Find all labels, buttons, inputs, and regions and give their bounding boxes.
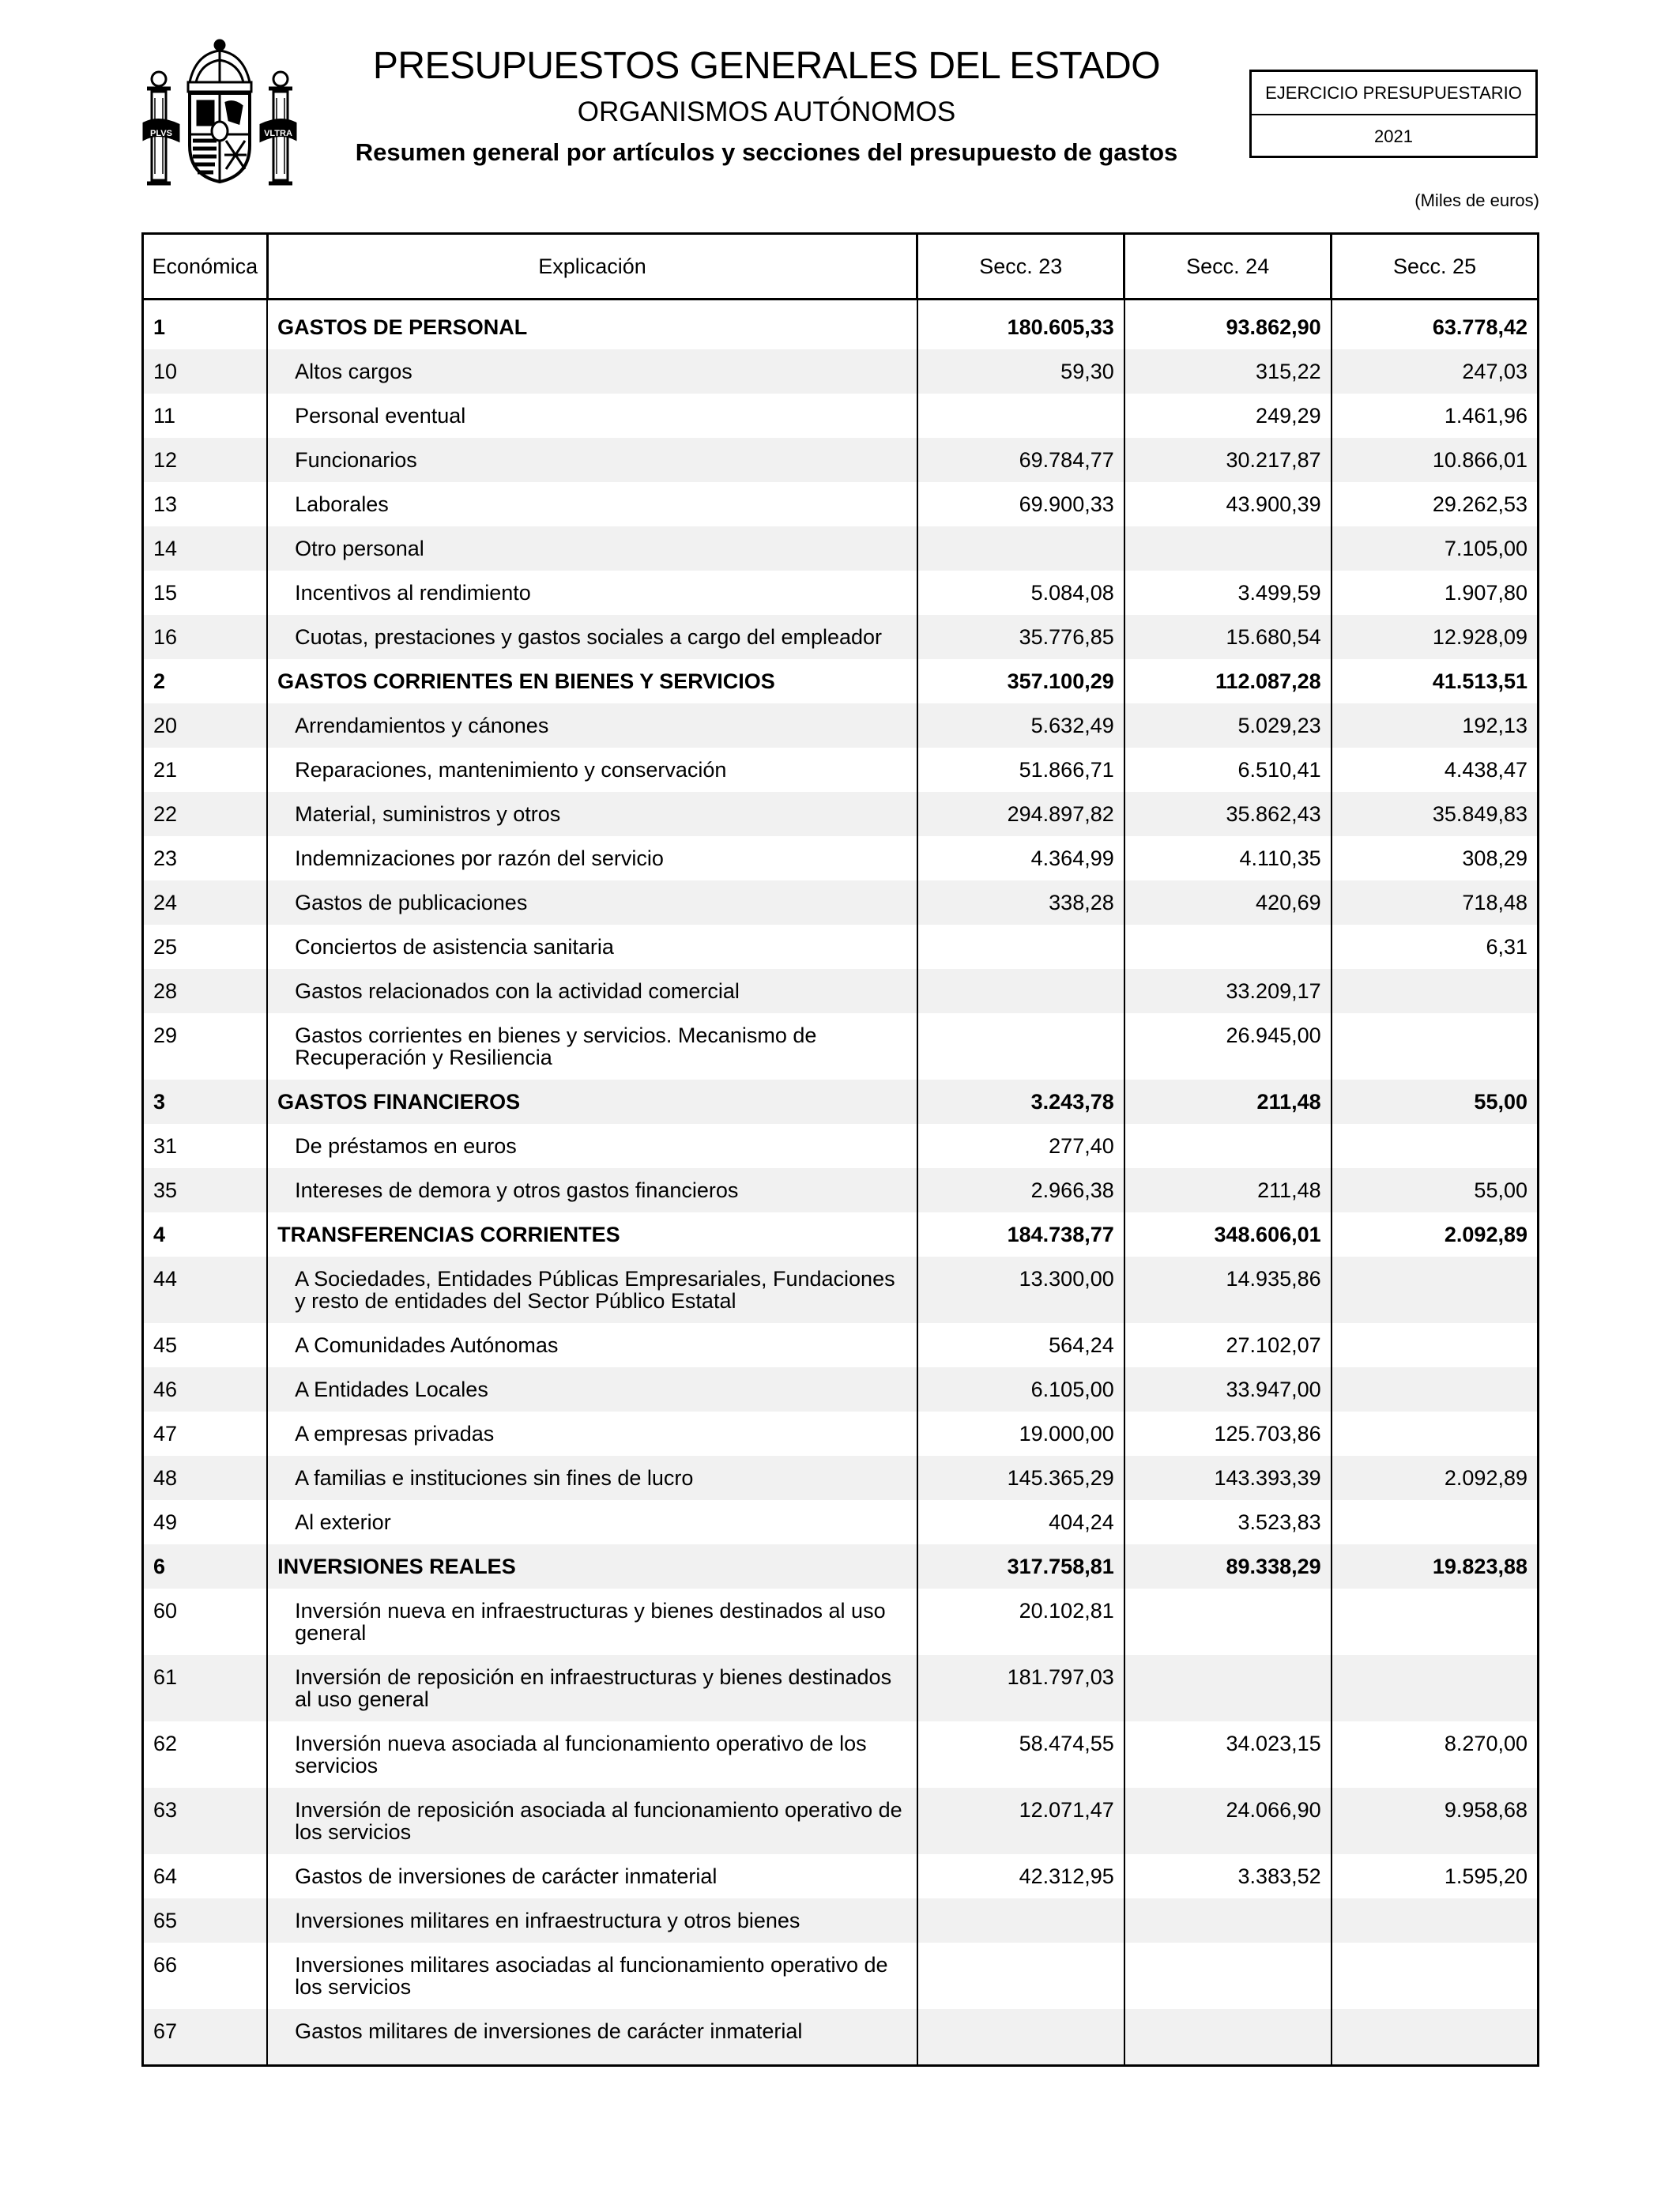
cell-economica: 62 <box>143 1721 268 1788</box>
cell-explicacion: A Comunidades Autónomas <box>267 1323 917 1367</box>
cell-explicacion: Inversión de reposición en infraestructuras y bienes destinados al uso general <box>267 1655 917 1721</box>
cell-economica: 49 <box>143 1500 268 1544</box>
cell-secc-23: 69.900,33 <box>917 482 1124 526</box>
cell-secc-24: 27.102,07 <box>1124 1323 1332 1367</box>
cell-secc-25 <box>1332 1412 1539 1456</box>
cell-economica: 2 <box>143 659 268 703</box>
cell-secc-23 <box>917 1898 1124 1943</box>
cell-secc-24: 211,48 <box>1124 1168 1332 1212</box>
cell-secc-25: 19.823,88 <box>1332 1544 1539 1589</box>
cell-economica: 31 <box>143 1124 268 1168</box>
table-row <box>143 969 1539 1013</box>
cell-secc-24: 249,29 <box>1124 394 1332 438</box>
cell-secc-24: 420,69 <box>1124 880 1332 925</box>
cell-secc-24: 35.862,43 <box>1124 792 1332 836</box>
cell-secc-24 <box>1124 1655 1332 1721</box>
page-subtitle: ORGANISMOS AUTÓNOMOS <box>577 96 956 127</box>
table-row <box>143 300 1539 350</box>
cell-secc-23: 20.102,81 <box>917 1589 1124 1655</box>
cell-secc-24: 30.217,87 <box>1124 438 1332 482</box>
cell-economica: 66 <box>143 1943 268 2009</box>
col-header-explicacion: Explicación <box>267 234 917 300</box>
cell-secc-25 <box>1332 1013 1539 1080</box>
cell-secc-25 <box>1332 2009 1539 2066</box>
cell-secc-25 <box>1332 1943 1539 2009</box>
page-header <box>316 44 1217 168</box>
cell-secc-25: 1.461,96 <box>1332 394 1539 438</box>
cell-secc-23: 5.632,49 <box>917 703 1124 748</box>
cell-economica: 10 <box>143 349 268 394</box>
cell-secc-24: 89.338,29 <box>1124 1544 1332 1589</box>
cell-secc-23: 2.966,38 <box>917 1168 1124 1212</box>
cell-secc-25: 308,29 <box>1332 836 1539 880</box>
cell-economica: 61 <box>143 1655 268 1721</box>
table-row <box>143 526 1539 571</box>
cell-economica: 22 <box>143 792 268 836</box>
page-description: Resumen general por artículos y secciones del presupuesto de gastos <box>355 138 1178 166</box>
col-header-secc-23: Secc. 23 <box>917 234 1124 300</box>
cell-secc-23: 294.897,82 <box>917 792 1124 836</box>
cell-explicacion: A empresas privadas <box>267 1412 917 1456</box>
cell-secc-24 <box>1124 2009 1332 2066</box>
table-row <box>143 615 1539 659</box>
cell-secc-24 <box>1124 526 1332 571</box>
cell-secc-24: 211,48 <box>1124 1080 1332 1124</box>
table-row <box>143 1257 1539 1323</box>
cell-secc-23: 404,24 <box>917 1500 1124 1544</box>
cell-secc-23: 180.605,33 <box>917 300 1124 350</box>
cell-explicacion: Inversión nueva asociada al funcionamiento operativo de los servicios <box>267 1721 917 1788</box>
cell-explicacion: Cuotas, prestaciones y gastos sociales a cargo del empleador <box>267 615 917 659</box>
cell-explicacion: INVERSIONES REALES <box>267 1544 917 1589</box>
table-row <box>143 1456 1539 1500</box>
table-row <box>143 1544 1539 1589</box>
cell-secc-25: 63.778,42 <box>1332 300 1539 350</box>
cell-economica: 12 <box>143 438 268 482</box>
cell-secc-23 <box>917 1013 1124 1080</box>
table-row <box>143 1212 1539 1257</box>
crest-motto-right: VLTRA <box>264 129 292 138</box>
cell-secc-24: 112.087,28 <box>1124 659 1332 703</box>
table-row <box>143 1854 1539 1898</box>
cell-secc-24: 93.862,90 <box>1124 300 1332 350</box>
cell-economica: 25 <box>143 925 268 969</box>
cell-explicacion: A Entidades Locales <box>267 1367 917 1412</box>
table-row <box>143 1721 1539 1788</box>
table-row <box>143 792 1539 836</box>
cell-secc-25 <box>1332 1323 1539 1367</box>
cell-secc-25: 718,48 <box>1332 880 1539 925</box>
cell-secc-24 <box>1124 1589 1332 1655</box>
cell-explicacion: Laborales <box>267 482 917 526</box>
cell-secc-25: 1.595,20 <box>1332 1854 1539 1898</box>
cell-explicacion: TRANSFERENCIAS CORRIENTES <box>267 1212 917 1257</box>
cell-secc-25: 192,13 <box>1332 703 1539 748</box>
cell-secc-25: 41.513,51 <box>1332 659 1539 703</box>
cell-secc-25: 10.866,01 <box>1332 438 1539 482</box>
cell-secc-25: 7.105,00 <box>1332 526 1539 571</box>
cell-secc-23: 184.738,77 <box>917 1212 1124 1257</box>
cell-explicacion: Arrendamientos y cánones <box>267 703 917 748</box>
table-row <box>143 1898 1539 1943</box>
cell-secc-24: 33.947,00 <box>1124 1367 1332 1412</box>
cell-explicacion: De préstamos en euros <box>267 1124 917 1168</box>
cell-secc-25: 2.092,89 <box>1332 1212 1539 1257</box>
table-header-row <box>143 234 1539 300</box>
cell-economica: 29 <box>143 1013 268 1080</box>
cell-secc-23: 564,24 <box>917 1323 1124 1367</box>
cell-economica: 64 <box>143 1854 268 1898</box>
cell-secc-24 <box>1124 925 1332 969</box>
budget-table <box>141 232 1539 2067</box>
cell-secc-25 <box>1332 1589 1539 1655</box>
cell-economica: 44 <box>143 1257 268 1323</box>
cell-explicacion: GASTOS FINANCIEROS <box>267 1080 917 1124</box>
cell-secc-23: 145.365,29 <box>917 1456 1124 1500</box>
cell-economica: 6 <box>143 1544 268 1589</box>
table-row <box>143 1080 1539 1124</box>
cell-economica: 67 <box>143 2009 268 2066</box>
table-row <box>143 394 1539 438</box>
cell-secc-23: 42.312,95 <box>917 1854 1124 1898</box>
cell-economica: 47 <box>143 1412 268 1456</box>
cell-economica: 63 <box>143 1788 268 1854</box>
table-row <box>143 1124 1539 1168</box>
col-header-economica: Económica <box>143 234 268 300</box>
cell-economica: 65 <box>143 1898 268 1943</box>
table-row <box>143 836 1539 880</box>
cell-secc-24: 3.523,83 <box>1124 1500 1332 1544</box>
cell-secc-25 <box>1332 1257 1539 1323</box>
cell-economica: 24 <box>143 880 268 925</box>
cell-economica: 35 <box>143 1168 268 1212</box>
page-title: PRESUPUESTOS GENERALES DEL ESTADO <box>372 45 1161 87</box>
table-row <box>143 880 1539 925</box>
cell-secc-25: 2.092,89 <box>1332 1456 1539 1500</box>
cell-economica: 1 <box>143 300 268 350</box>
cell-secc-23: 4.364,99 <box>917 836 1124 880</box>
cell-explicacion: Gastos corrientes en bienes y servicios. Mecanismo de Recuperación y Resiliencia <box>267 1013 917 1080</box>
ejercicio-box <box>1249 70 1538 158</box>
cell-secc-24: 24.066,90 <box>1124 1788 1332 1854</box>
cell-secc-23: 357.100,29 <box>917 659 1124 703</box>
ejercicio-year: 2021 <box>1374 126 1413 146</box>
cell-explicacion: Inversión de reposición asociada al funcionamiento operativo de los servicios <box>267 1788 917 1854</box>
cell-economica: 4 <box>143 1212 268 1257</box>
cell-secc-24: 143.393,39 <box>1124 1456 1332 1500</box>
cell-secc-25: 55,00 <box>1332 1080 1539 1124</box>
cell-explicacion: Funcionarios <box>267 438 917 482</box>
cell-economica: 46 <box>143 1367 268 1412</box>
cell-secc-24: 3.383,52 <box>1124 1854 1332 1898</box>
cell-explicacion: Gastos de publicaciones <box>267 880 917 925</box>
cell-secc-25 <box>1332 969 1539 1013</box>
cell-secc-23 <box>917 394 1124 438</box>
cell-secc-23 <box>917 969 1124 1013</box>
cell-secc-24: 6.510,41 <box>1124 748 1332 792</box>
cell-secc-25: 35.849,83 <box>1332 792 1539 836</box>
cell-secc-23: 51.866,71 <box>917 748 1124 792</box>
cell-secc-23: 12.071,47 <box>917 1788 1124 1854</box>
cell-economica: 14 <box>143 526 268 571</box>
table-row <box>143 1168 1539 1212</box>
table-row <box>143 925 1539 969</box>
table-row <box>143 1013 1539 1080</box>
cell-explicacion: Altos cargos <box>267 349 917 394</box>
table-row <box>143 1943 1539 2009</box>
table-row <box>143 482 1539 526</box>
table-row <box>143 1412 1539 1456</box>
cell-explicacion: Reparaciones, mantenimiento y conservación <box>267 748 917 792</box>
cell-secc-23: 5.084,08 <box>917 571 1124 615</box>
cell-secc-23 <box>917 2009 1124 2066</box>
table-row <box>143 1500 1539 1544</box>
cell-economica: 20 <box>143 703 268 748</box>
cell-economica: 23 <box>143 836 268 880</box>
cell-secc-23: 277,40 <box>917 1124 1124 1168</box>
cell-secc-24 <box>1124 1898 1332 1943</box>
table-row <box>143 1367 1539 1412</box>
cell-secc-23: 58.474,55 <box>917 1721 1124 1788</box>
cell-secc-25: 12.928,09 <box>1332 615 1539 659</box>
cell-secc-24: 14.935,86 <box>1124 1257 1332 1323</box>
cell-secc-25 <box>1332 1500 1539 1544</box>
cell-secc-25: 1.907,80 <box>1332 571 1539 615</box>
cell-economica: 28 <box>143 969 268 1013</box>
cell-secc-23 <box>917 1943 1124 2009</box>
cell-secc-24: 5.029,23 <box>1124 703 1332 748</box>
cell-secc-23: 35.776,85 <box>917 615 1124 659</box>
col-header-secc-25: Secc. 25 <box>1332 234 1539 300</box>
cell-secc-25: 29.262,53 <box>1332 482 1539 526</box>
cell-secc-25: 8.270,00 <box>1332 1721 1539 1788</box>
cell-secc-23: 181.797,03 <box>917 1655 1124 1721</box>
cell-explicacion: Intereses de demora y otros gastos financieros <box>267 1168 917 1212</box>
cell-secc-24: 33.209,17 <box>1124 969 1332 1013</box>
cell-secc-23: 13.300,00 <box>917 1257 1124 1323</box>
cell-secc-23: 69.784,77 <box>917 438 1124 482</box>
cell-economica: 15 <box>143 571 268 615</box>
cell-secc-24 <box>1124 1124 1332 1168</box>
cell-explicacion: Gastos militares de inversiones de carácter inmaterial <box>267 2009 917 2066</box>
cell-economica: 3 <box>143 1080 268 1124</box>
cell-secc-24: 125.703,86 <box>1124 1412 1332 1456</box>
table-row <box>143 1323 1539 1367</box>
cell-secc-24 <box>1124 1943 1332 2009</box>
col-header-secc-24: Secc. 24 <box>1124 234 1332 300</box>
cell-secc-25 <box>1332 1124 1539 1168</box>
cell-secc-23 <box>917 526 1124 571</box>
cell-secc-24: 315,22 <box>1124 349 1332 394</box>
cell-explicacion: GASTOS DE PERSONAL <box>267 300 917 350</box>
cell-explicacion: Otro personal <box>267 526 917 571</box>
cell-secc-24: 348.606,01 <box>1124 1212 1332 1257</box>
cell-secc-25 <box>1332 1367 1539 1412</box>
cell-secc-25 <box>1332 1655 1539 1721</box>
cell-secc-25: 4.438,47 <box>1332 748 1539 792</box>
cell-explicacion: A familias e instituciones sin fines de lucro <box>267 1456 917 1500</box>
cell-secc-23: 338,28 <box>917 880 1124 925</box>
cell-secc-25 <box>1332 1898 1539 1943</box>
table-row <box>143 349 1539 394</box>
cell-economica: 11 <box>143 394 268 438</box>
table-row <box>143 1655 1539 1721</box>
cell-secc-24: 15.680,54 <box>1124 615 1332 659</box>
cell-secc-24: 43.900,39 <box>1124 482 1332 526</box>
cell-secc-24: 26.945,00 <box>1124 1013 1332 1080</box>
cell-secc-25: 247,03 <box>1332 349 1539 394</box>
cell-explicacion: Gastos relacionados con la actividad comercial <box>267 969 917 1013</box>
cell-secc-24: 4.110,35 <box>1124 836 1332 880</box>
cell-explicacion: Indemnizaciones por razón del servicio <box>267 836 917 880</box>
cell-secc-25: 55,00 <box>1332 1168 1539 1212</box>
coat-of-arms-logo <box>141 36 299 194</box>
cell-secc-23: 3.243,78 <box>917 1080 1124 1124</box>
cell-economica: 48 <box>143 1456 268 1500</box>
cell-secc-23: 6.105,00 <box>917 1367 1124 1412</box>
cell-economica: 13 <box>143 482 268 526</box>
cell-explicacion: Gastos de inversiones de carácter inmaterial <box>267 1854 917 1898</box>
cell-secc-23: 317.758,81 <box>917 1544 1124 1589</box>
cell-explicacion: Personal eventual <box>267 394 917 438</box>
table-row <box>143 703 1539 748</box>
cell-explicacion: Inversiones militares en infraestructura y otros bienes <box>267 1898 917 1943</box>
cell-explicacion: Inversión nueva en infraestructuras y bienes destinados al uso general <box>267 1589 917 1655</box>
table-row <box>143 1788 1539 1854</box>
cell-explicacion: Al exterior <box>267 1500 917 1544</box>
cell-explicacion: A Sociedades, Entidades Públicas Empresariales, Fundaciones y resto de entidades del Sector Público Estatal <box>267 1257 917 1323</box>
ejercicio-label: EJERCICIO PRESUPUESTARIO <box>1252 72 1535 115</box>
table-row <box>143 2009 1539 2066</box>
table-row <box>143 571 1539 615</box>
cell-secc-25: 9.958,68 <box>1332 1788 1539 1854</box>
units-note: (Miles de euros) <box>1414 190 1539 210</box>
table-body <box>143 300 1539 2066</box>
cell-economica: 45 <box>143 1323 268 1367</box>
cell-explicacion: Incentivos al rendimiento <box>267 571 917 615</box>
table-row <box>143 438 1539 482</box>
table-row <box>143 659 1539 703</box>
table-row <box>143 1589 1539 1655</box>
cell-economica: 60 <box>143 1589 268 1655</box>
cell-explicacion: Material, suministros y otros <box>267 792 917 836</box>
table-row <box>143 748 1539 792</box>
cell-secc-25: 6,31 <box>1332 925 1539 969</box>
cell-explicacion: GASTOS CORRIENTES EN BIENES Y SERVICIOS <box>267 659 917 703</box>
cell-secc-23: 59,30 <box>917 349 1124 394</box>
cell-secc-24: 34.023,15 <box>1124 1721 1332 1788</box>
cell-secc-23: 19.000,00 <box>917 1412 1124 1456</box>
cell-secc-23 <box>917 925 1124 969</box>
cell-economica: 21 <box>143 748 268 792</box>
cell-economica: 16 <box>143 615 268 659</box>
crest-motto-left: PLVS <box>150 129 172 138</box>
cell-secc-24: 3.499,59 <box>1124 571 1332 615</box>
cell-explicacion: Inversiones militares asociadas al funcionamiento operativo de los servicios <box>267 1943 917 2009</box>
cell-explicacion: Conciertos de asistencia sanitaria <box>267 925 917 969</box>
